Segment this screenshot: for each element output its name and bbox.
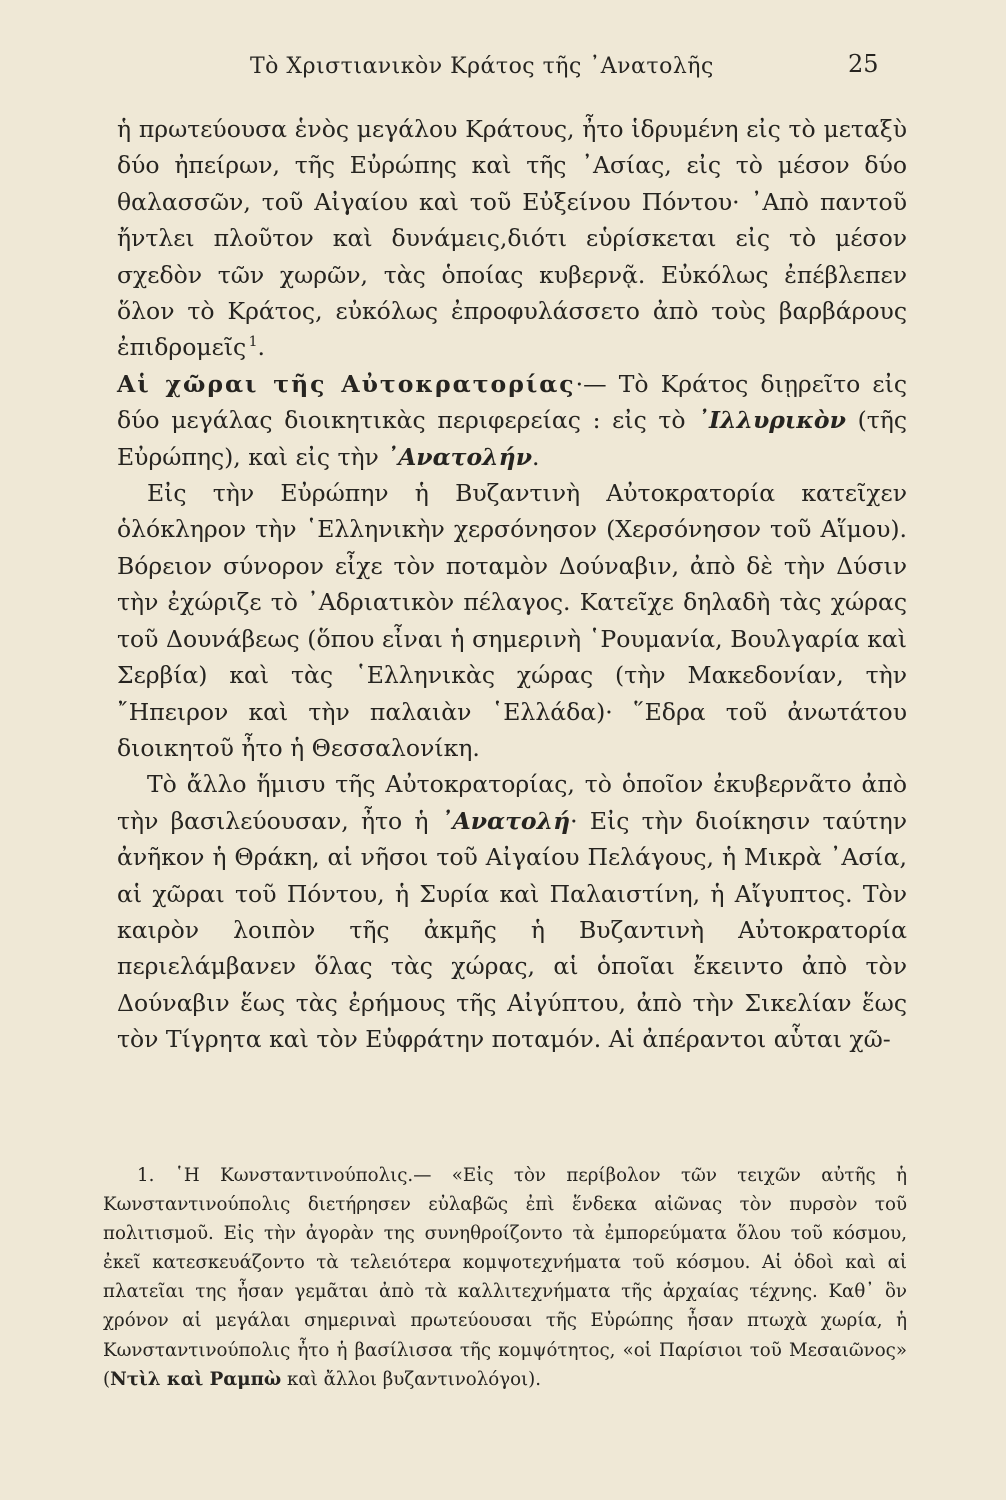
running-header bbox=[110, 44, 910, 84]
paragraph-4-start: Τὸ ἄλλο ἥμισυ τῆς Αὐτοκρατορίας, τὸ ὁποῖον ἐκυβερνᾶτο ἀπὸ τὴν βασιλεύουσαν, ἦτο ἡ bbox=[117, 770, 907, 835]
main-text bbox=[117, 111, 907, 1058]
footnote bbox=[103, 1161, 907, 1394]
paragraph-2-text: Τὸ Κράτος διῃρεῖτο εἰς δύο μεγάλας διοικητικὰς περιφερείας : εἰς τὸ bbox=[117, 369, 907, 435]
paragraph-1-end: . bbox=[257, 333, 265, 362]
paragraph-3: Εἰς τὴν Εὐρώπην ἡ Βυζαντινὴ Αὐτοκρατορία κατεῖχεν ὁλόκληρον τὴν ῾Ελληνικὴν χερσόνησον (Χερσόνησον τοῦ Αἵμου). Βόρειον σύνορον εἶχε τὸν ποταμὸν Δούναβιν, ἀπὸ δὲ τὴν Δύσιν τὴν ἐχώριζε τὸ ᾿Αδριατικὸν πέλαγος. Κατεῖχε δηλαδὴ τὰς χώρας τοῦ Δουνάβεως (ὅπου εἶναι ἡ σημερινὴ ῾Ρουμανία, Βουλγαρία καὶ Σερβία) καὶ τὰς ῾Ελληνικὰς χώρας (τὴν Μακεδονίαν, τὴν ῎Ηπειρον καὶ τὴν παλαιὰν ῾Ελλάδα)· ῞Εδρα τοῦ ἀνωτάτου διοικητοῦ ἦτο ἡ Θεσσαλονίκη. bbox=[117, 479, 907, 762]
page-number: 25 bbox=[848, 50, 879, 78]
paragraph-4 bbox=[117, 766, 907, 1057]
footnote-heading: ῾Η Κωνσταντινούπολις. bbox=[174, 1165, 414, 1186]
section-heading-dash: ·— bbox=[575, 369, 619, 398]
footnote-author: Ντὶλ καὶ Ραμπὼ bbox=[110, 1368, 282, 1390]
footnote-end: καὶ ἄλλοι βυζαντινολόγοι). bbox=[281, 1368, 542, 1390]
paragraph-2 bbox=[117, 366, 907, 475]
paragraph-2-end: . bbox=[532, 442, 540, 471]
term-illyrikon: ᾿Ιλλυρικὸν bbox=[697, 406, 846, 435]
paragraph-1 bbox=[117, 111, 907, 366]
footnote-number: 1. bbox=[137, 1165, 155, 1186]
paragraph-2-mid: (τῆς Εὐρώπης), καὶ εἰς τὴν bbox=[117, 406, 907, 471]
section-heading: Αἱ χῶραι τῆς Αὐτοκρατορίας bbox=[117, 369, 576, 398]
term-anatoli: ᾿Ανατολήν bbox=[386, 442, 533, 471]
paragraph-1-text: ἡ πρωτεύουσα ἑνὸς μεγάλου Κράτους, ἦτο ἱδρυμένη εἰς τὸ μεταξὺ δύο ἠπείρων, τῆς Εὐρώπης καὶ τῆς ᾿Ασίας, εἰς τὸ μέσον δύο θαλασσῶν, τοῦ Αἰγαίου καὶ τοῦ Εὐξείνου Πόντου· ᾿Απὸ παντοῦ ἤντλει πλοῦτον καὶ δυνάμεις,διότι εὑρίσκεται εἰς τὸ μέσον σχεδὸν τῶν χωρῶν, τὰς ὁποίας κυβερνᾷ. Εὐκόλως ἐπέβλεπεν ὅλον τὸ Κράτος, εὐκόλως ἐπροφυλάσσετο ἀπὸ τοὺς βαρβάρους ἐπιδρομεῖς bbox=[117, 115, 907, 362]
footnote-text: — «Εἰς τὸν περίβολον τῶν τειχῶν αὐτῆς ἡ Κωνσταντινούπολις διετήρησεν εὐλαβῶς ἐπὶ ἕνδεκα αἰῶνας τὸν πυρσὸν τοῦ πολιτισμοῦ. Εἰς τὴν ἀγορὰν της συνηθροίζοντο τὰ ἐμπορεύματα ὅλου τοῦ κόσμου, ἐκεῖ κατεσκευάζοντο τὰ τελειότερα κομψοτεχνήματα τοῦ κόσμου. Αἱ ὁδοὶ καὶ αἱ πλατεῖαι της ἦσαν γεμᾶται ἀπὸ τὰ καλλιτεχνήματα τῆς ἀρχαίας τέχνης. Καθ᾿ ὃν χρόνον αἱ μεγάλαι σημεριναὶ πρωτεύουσαι τῆς Εὐρώπης ἦσαν πτωχὰ χωρία, ἡ Κωνσταντινούπολις ἦτο ἡ βασίλισσα τῆς κομψότητος, «οἱ Παρίσιοι τοῦ Μεσαιῶνος» ( bbox=[103, 1165, 907, 1390]
footnote-reference: 1 bbox=[248, 334, 258, 351]
term-anatoli-2: ᾿Ανατολή bbox=[440, 806, 571, 835]
running-title: Τὸ Χριστιανικὸν Κράτος τῆς ᾿Ανατολῆς bbox=[250, 54, 714, 79]
paragraph-4-rest: · Εἰς τὴν διοίκησιν ταύτην ἀνῆκον ἡ Θράκη, αἱ νῆσοι τοῦ Αἰγαίου Πελάγους, ἡ Μικρὰ ᾿Ασία, αἱ χῶραι τοῦ Πόντου, ἡ Συρία καὶ Παλαιστίνη, ἡ Αἴγυπτος. Τὸν καιρὸν λοιπὸν τῆς ἀκμῆς ἡ Βυζαντινὴ Αὐτοκρατορία περιελάμβανεν ὅλας τὰς χώρας, αἱ ὁποῖαι ἔκειντο ἀπὸ τὸν Δούναβιν ἕως τὰς ἐρήμους τῆς Αἰγύπτου, ἀπὸ τὴν Σικελίαν ἕως τὸν Τίγρητα καὶ τὸν Εὐφράτην ποταμόν. Αἱ ἀπέραντοι αὗται χῶ- bbox=[117, 806, 907, 1054]
